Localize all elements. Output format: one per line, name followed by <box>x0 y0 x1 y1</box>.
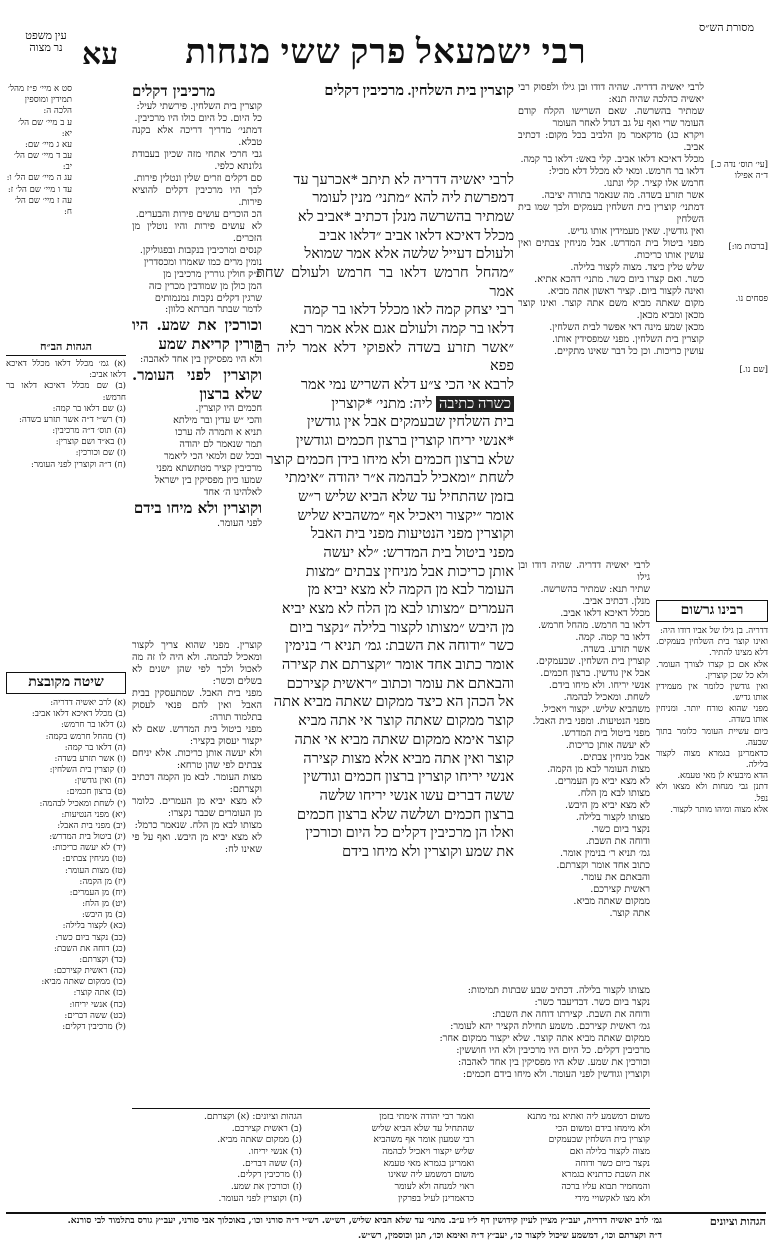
ein-mishpat-line: עא ג מיי׳ שם: <box>25 139 72 150</box>
rashi-line: שלש טלין כיצד. מצוה לקצור בלילה. <box>570 261 704 273</box>
rashi-line: אשר תזרע בשדה. מה שנאמר בתורה יציבה. <box>541 189 704 201</box>
tosafot-line: קנסים ומרכיבין בנקבות ובפגוליקן. <box>139 244 262 256</box>
gemara-line: ולעולם דעייל שלשה אלא אמר שמואל <box>304 246 514 263</box>
gemara-line: לשחת ״ומאכיל לבהמה א״ר יהודה ״אימתי <box>284 470 514 487</box>
footer-line-1: גמ׳ לרב יאשיה דדריה, יעב״ץ מציין לעיין קידושין דף ל״ו ע״ב. מתני׳ עד שלא הביא שליש, רש״ש. רש״י ד״ה סורני וכו׳, באוכלוך אבי סורני, יעב״ץ גורס בתלמוד לבי סורנא. <box>67 1216 662 1226</box>
ein-mishpat-line: עד ו מיי׳ שם הל׳ ז: <box>7 184 72 195</box>
rashi-line: ויקרא כג) מדקאמר מן הלביב בכל מקום: דכתיב אביב. <box>518 129 704 153</box>
inner-rashi-line: שתיר תנא: שמתיר בהשרשה. <box>540 583 650 595</box>
rashi-line: מקום שאתה מביא משם אתה קוצר. ואינו קוצר מכאן ומביא מכאן. <box>518 297 704 321</box>
shita-line: (ד) מהחל חרמש בקמה: <box>45 731 126 742</box>
bottom-line: שהתחיל עד שלא הביא שליש <box>371 1123 474 1134</box>
inner-rashi-column <box>518 560 650 980</box>
inner-rashi-line: לרבי יאשיה דדריה. שהיה דודו ובן גילו <box>518 560 650 583</box>
ein-mishpat-line: ע ב מיי׳ שם הל׳ יא: <box>18 117 72 139</box>
tosafot-line: לפני העומר. <box>216 518 262 530</box>
gemara-line: אומר כתוב אחד אומר ״וקצרתם את קצירה <box>281 657 514 674</box>
bottom-line: משום דמשמע ליה ואתיא נמי מתנא <box>527 1112 650 1122</box>
ein-mishpat-line: הלכה ה: <box>43 106 72 117</box>
rashi-line: שמתיר בהשרשה. שאם השרישו הקלח קודם העומר שרי ואף על גב דגדל לאחר העומר <box>518 105 704 129</box>
gershom-line: ואין גודשין כלומר אין מעמידין אותו גדיש. <box>656 681 768 704</box>
gemara-line-text: ליה: מתני׳ *קוצרין <box>331 395 433 412</box>
inner-rashi-line: אנשי יריחו. ולא מיחו בידם. <box>548 679 650 691</box>
inner-rashi-line: נקצר ביום כשר. <box>591 823 650 835</box>
shita-line: (ח) ואין גודשין: <box>74 776 126 787</box>
inner-rashi-line: והבאתם את עומר. <box>580 871 650 883</box>
gershom-line: מפני שהוא טורח יותר. ומניחין אותו בשדה. <box>656 704 768 726</box>
footer-line-2: ד״ה וקצרתם וכו׳, דמשמע שיכול לקצור כו׳, יעב״ץ ד״ה ואימא וכו׳, תנן וכוסמין, רש״ש. <box>358 1231 662 1241</box>
gemara-line: מפני ביטול בית המדרש: ״לא יעשה <box>323 545 514 562</box>
inner-rashi-line: אשר תזרע. בשדה. <box>580 643 650 655</box>
inner-rashi-line: לא מצא יביא מן העמרים. <box>554 775 650 787</box>
rashi-line: לרבי יאשיה דדריה. שהיה דודו ובן גילו ולפסוק רבי יאשיה כהלכה שהיה תנא: <box>518 82 704 105</box>
gershom-line: דדריה. בן גילו של אביו דודו היה: <box>659 626 768 636</box>
bottom-line: (ג) ממקום שאתה מביא. <box>217 1135 302 1146</box>
tosafot-commentary <box>132 82 262 632</box>
bottom-line: (ד) אנשי יריחו. <box>248 1147 302 1158</box>
gemara-line: העומר לבא מן הקמה לא מצא יביא מן <box>307 582 514 599</box>
shita-line: (יב) מפני בית האבל: <box>57 820 126 831</box>
hagahot-line: (ד) רש״י ד״ה אשר תזרע בשדה: <box>18 414 126 425</box>
rashi-line: ואין גודשין. שאין מעמידין אותו גדיש. <box>567 225 704 237</box>
lower-commentary-line: ממקום שאתה מביא אתה קוצר. שלא יקצור ממקום אחר: <box>439 1032 650 1044</box>
highlighted-phrase: כשרה כתיבה <box>436 396 514 412</box>
lower-commentary-line: מרכיבין דקלים. כל היום היו מרכיבין ולא היו חוששין: <box>456 1044 650 1056</box>
bottom-line: רבי שמעון אומר אף משהביא <box>373 1135 474 1146</box>
tosafot-line: סם דקלים וזרים שלין ונטלין פירות. <box>133 172 262 184</box>
gemara-line: ברצון חכמים ושלשה שלא ברצון חכמים <box>296 806 514 823</box>
gemara-line: דמפרשת ליה להא ״מתני׳ מנין לעומר <box>312 190 514 207</box>
gemara-line: העמרים ״מצותו לבא מן הלח לא מצא יביא <box>281 601 514 618</box>
shita-line: (כג) דוחה את השבת: <box>53 943 126 954</box>
ein-mishpat-line: תמידין ומוספין <box>24 95 72 106</box>
lower-commentary-line: מפני ביטול בית המדרש. שאם לא יקצור יעסוק בקציר: <box>132 723 262 747</box>
lower-commentary-line: וקוצרין וגודשין לפני העומר. ולא מיחו בידם חכמים: <box>462 1068 650 1080</box>
lower-commentary-line: מצות העומר. לבא מן הקמה דכתיב וקצרתם: <box>132 771 262 795</box>
tosafot-line: נומין מרים כמו שאמרו ומכסדרין <box>143 256 262 268</box>
tosafot-line: שרגין דקלים נקבות נמנמותים <box>154 292 262 304</box>
bottom-line: ולא מצו לאקשויי מידי <box>574 1193 650 1204</box>
bottom-line: (ב) ראשית קצירכם. <box>231 1123 302 1134</box>
inner-rashi-line: מכלל דאיכא דלאו אביב. <box>560 607 650 619</box>
gemara-line: קוצר ואין אתה מביא אלא מצות קצירה <box>303 750 514 767</box>
shita-line: (כ) מן היבש: <box>82 910 126 921</box>
bottom-line: שליש יקצור ויאכיל לבהמה <box>382 1147 474 1158</box>
shita-line: (כד) וקצרתם: <box>79 954 126 965</box>
shita-line: (טו) מניחין צבתים: <box>62 854 126 865</box>
ein-mishpat-line: עג ה מיי׳ שם הל׳ ו: <box>6 173 72 184</box>
inner-rashi-line: דלאו בר קמה. קמה. <box>575 631 650 643</box>
ein-mishpat-label-2: נר מצוה <box>29 42 63 54</box>
shita-line: (א) לרב יאשיה דדריה: <box>50 698 126 708</box>
bottom-column-left <box>132 1112 302 1212</box>
bottom-line: ולא מימחו בידם ומשום הכי <box>555 1123 650 1134</box>
hagahot-bach-heading: הגהות הב״ח <box>6 340 126 356</box>
gershom-line: הדא מיבעיא לן מאי טעמא. <box>677 771 768 782</box>
gershom-line: ביום עשיית העומר כלומר בתוך שבעה. <box>656 726 768 748</box>
hagahot-line: (ה) תוס׳ ד״ה מרכיבין: <box>52 426 126 437</box>
lower-commentary-line: לא מצא יביא מן היבש. ואף על פי שאינו לח: <box>132 831 262 855</box>
shita-mekubetzet-heading: שיטה מקובצת <box>6 672 126 694</box>
shita-line: (טז) מצות העומר: <box>64 865 126 876</box>
tosafot-line: המן כולן מן שמודבין מכרין כזה <box>148 280 262 292</box>
inner-rashi-line: ראשית קצירכם. <box>590 883 650 895</box>
lower-commentary-line: לא מצא יביא מן העמרים. כלומר מן העומרים שכבר נקצרו: <box>132 795 262 819</box>
gemara-line: מכלל דאיכא דלאו אביב ״דלאו אביב <box>319 227 514 244</box>
shita-line: (כב) נקצר ביום כשר: <box>55 932 126 943</box>
inner-rashi-line: לא יעשה אותן כריכות. <box>565 739 650 751</box>
inner-rashi-line: מפני ביטול בית המדרש. <box>561 727 650 739</box>
rashi-line: דמתני׳ קוצרין בית השלחין בעמקים ולכך שמו בית השלחין <box>518 201 704 225</box>
gemara-line: שלא ברצון חכמים ולא מיחו בידן חכמים קוצר <box>266 451 514 468</box>
rabbeinu-gershom-text <box>656 626 768 1016</box>
tosafot-line: ובכל שם ולמאי הכי ליאמר <box>163 451 262 463</box>
gemara-line: ואלו הן מרכיבין דקלים כל היום וכורכין <box>305 825 514 842</box>
shita-line: (ט) ברצון חכמים: <box>66 787 126 798</box>
bottom-line: ואמר רבי יהודה אימתי בזמן <box>379 1112 474 1122</box>
gemara-line: בזמן שהתחיל עד שלא הביא שליש ר״ש <box>298 489 514 506</box>
ein-mishpat-label-1: עין משפט <box>25 30 67 42</box>
tosafot-line: לא עושים פירות והיו נוטלין מן הזכרים. <box>132 220 262 244</box>
bottom-line: מצוה לקצור בלילה ואם <box>569 1147 650 1158</box>
rashi-line: דלאו בר חרמש. ומאי לא מכלל דלא מכיל: <box>548 165 704 177</box>
inner-rashi-line: מנלן. דכתיב אביב. <box>582 595 650 607</box>
tosafot-line: תמר שנאמר לם יהודה <box>179 439 262 451</box>
gemara-line: ״מהחל חרמש דלאו בר חרמש ולעולם שחת אמר <box>256 265 514 300</box>
tosafot-line: פ״ק חולין גוררין מרכיבין מן <box>163 268 262 280</box>
rashi-line: ואינה לקצור ביום. קציר ראשון אתה מביא. <box>547 285 704 297</box>
shita-line: (יח) מן העמרים: <box>69 887 126 898</box>
inner-rashi-line: גמ׳ תניא ר׳ בנימין אומר. <box>559 847 650 859</box>
inner-rashi-line: מצותו לבא מן הלח. <box>577 787 650 799</box>
inner-rashi-line: לא מצא יביא מן היבש. <box>565 799 650 811</box>
bottom-line: (ז) וכורכין את שמע. <box>230 1182 302 1193</box>
bottom-line: את השבת כדתניא בגמרא <box>561 1170 650 1181</box>
tosafot-line: וקוצרין לפני העומר. שלא ברצון <box>132 365 262 403</box>
gemara-line: אל הכהן הא כיצד ממקום שאתה מביא אתה <box>273 694 514 711</box>
lower-commentary-line: וכורכין את שמע. שלא היו מפסיקין בין אחד לאהבה: <box>457 1056 650 1068</box>
ein-mishpat-line: עב ד מיי׳ שם הל׳ יב: <box>13 151 72 173</box>
gershom-line: אלא אם כן קצרו לצורך העומר. ולא כל שכן קוצרין. <box>656 659 768 681</box>
rabbeinu-gershom-heading: רבינו גרשום <box>656 600 768 622</box>
lower-commentary-line: קוצרין. מפני שהוא צריך לקצור ומאכיל לבהמה. ולא היה לו זה מה לאכול ולכך לפי שהן ישנים לא בשלים וכשר: <box>132 640 262 687</box>
gershom-line: ואינו קוצר בית השלחין בעמקים. דלא מצינו להתיר. <box>656 637 768 659</box>
masoret-line: פסחים נו. <box>735 293 768 304</box>
footer-label: הגהות וציונים <box>709 1216 766 1228</box>
bottom-line: (ח) וקוצרין לפני העומר. <box>218 1193 302 1204</box>
footer-divider <box>6 1212 766 1214</box>
shita-line: (יט) מן הלח: <box>82 899 126 910</box>
lower-commentary-line: נקצר ביום כשר. דבדיעבד כשר: <box>534 996 650 1008</box>
tosafot-line: מרכיבין קציר מטתשתא מפני <box>156 463 262 475</box>
tosafot-line: חכמים היו קוצרין. <box>195 403 262 415</box>
gemara-line: קוצרין בית השלחין. מרכיבין דקלים <box>324 83 514 99</box>
ein-mishpat-header-label <box>16 30 76 54</box>
shita-line: (ב) מכלל דאיכא דלאו אביב: <box>31 709 126 720</box>
shita-line: (ו) אשר תזרע בשדה: <box>54 753 126 764</box>
gemara-line: לרבא אי הכי צ״ע דלא השריש נמי אמר <box>300 377 514 394</box>
gershom-line: אלא מצוה ומיהו מותר לקצור. <box>670 804 768 815</box>
shita-mekubetzet-text <box>6 698 126 1093</box>
gemara-line: וקוצרין מפני הנטיעות מפני בית האבל <box>310 526 514 543</box>
hagahot-line: (ח) ד״ה וקוצרין לפני העומר: <box>30 459 126 470</box>
shita-line: (כה) ראשית קצירכם: <box>53 966 126 977</box>
lower-commentary-line: ודוחה את השבת. קצירתו דוחה את השבת: <box>491 1008 650 1020</box>
inner-rashi-line: משהביא שליש. יקצור ויאכיל. <box>541 703 650 715</box>
shita-line: (כז) אתה קוצר: <box>73 988 126 999</box>
hagahot-bach-text <box>6 359 126 471</box>
shita-line: (ל) מרכיבין דקלים: <box>62 1021 126 1032</box>
shita-line: (כו) ממקום שאתה מביא: <box>41 977 126 988</box>
gemara-main-text <box>256 82 514 982</box>
bottom-line: נקצר ביום כשר ודוחה <box>575 1158 650 1169</box>
ein-mishpat-column <box>6 84 72 284</box>
tosafot-line: שמעו כיון מפסיקין בין ישראל <box>154 475 262 487</box>
rashi-line: מפני ביטול בית המדרש. אבל מניחין צבתים ואין עושין אותו כריכות. <box>518 237 704 261</box>
shita-line: (יג) ביטול בית המדרש: <box>49 832 126 843</box>
shita-line: (יד) לא יעשה כריכות: <box>52 843 126 854</box>
bottom-line: ואמרינן בגמרא מאי טעמא <box>383 1158 474 1169</box>
gemara-line: כשר ״ודוחה את השבת: גמ׳ תניא ר׳ בנימין <box>284 638 514 655</box>
shita-line: (ה) דלאו בר קמה: <box>64 742 126 753</box>
bottom-line: ראוי למנחה ולא לעומר <box>394 1182 474 1193</box>
lower-center-commentary <box>256 985 650 1105</box>
inner-rashi-line: אבל מניחין צבתים. <box>580 751 650 763</box>
gemara-line: לרבי יאשיה דדריה לא תיתב *אכרעך עד <box>293 171 514 188</box>
tosafot-line: לאלהינו ה׳ אחד <box>203 487 262 499</box>
rashi-line: חרמש אלו קציר. קלי ונתנו. <box>603 177 704 189</box>
lower-commentary-line: גמ׳ ראשית קצירכם. משמע תחילת הקציר יהא לעומר: <box>450 1020 650 1032</box>
inner-rashi-line: מפני הנטיעות. ומפני בית האבל. <box>532 715 650 727</box>
masoret-line: [ברכות מו:] <box>728 242 768 253</box>
inner-rashi-line: אבל אין גודשין. ברצון חכמים. <box>540 667 650 679</box>
rabbeinu-gershom-section <box>656 600 768 1020</box>
gemara-line: אותן כריכות אבל מניחין צבתים ״מצות <box>305 563 514 580</box>
inner-rashi-line: ממקום שאתה מביא. <box>573 895 650 907</box>
rashi-line: קוצרין בית השלחין. מפני שמפסידין אותו. <box>552 333 704 345</box>
tosafot-line: הכ הוכרים עושים פירות והבערים. <box>135 208 262 220</box>
bottom-line: (ה) ששה דברים. <box>242 1158 302 1169</box>
gershom-line: כדאמרינן בגמרא מצוה לקצור בלילה. <box>656 748 768 771</box>
bottom-divider <box>132 1108 650 1109</box>
bottom-line: קוצרין בית השלחין שבעמקים <box>548 1135 650 1146</box>
tosafot-dibbur: מרכיבין דקלים <box>132 82 216 100</box>
shita-line: (כט) ששה דברים: <box>64 1010 126 1021</box>
gemara-line: קוצר אימא ממקום שאתה מביא אי אתה <box>294 731 514 748</box>
tosafot-line: תניא א ותמרה לה ערכו <box>175 427 262 439</box>
masoret-header-label: מסורת הש״ס <box>698 22 754 34</box>
inner-rashi-line: קוצרין בית השלחין. שבעמקים. <box>535 655 650 667</box>
tosafot-line: לכך היו מרכיבין דקלים להוציא פירות. <box>132 184 262 208</box>
tosafot-line: וכורכין את שמע. היו קורין קריאת שמע <box>132 316 262 354</box>
tosafot-line: וקוצרין ולא מיחו בידם <box>133 499 262 518</box>
gemara-line: את שמע וקוצרין ולא מיחו בידם <box>342 843 514 860</box>
inner-rashi-line: כתוב אחד אומר וקצרתם. <box>556 859 650 871</box>
page-title: רבי ישמעאל פרק ששי מנחות <box>185 34 587 71</box>
hagahot-bach-section <box>6 340 126 590</box>
inner-rashi-line: דלאו בר חרמש. מהחל חרמש. <box>537 619 650 631</box>
rashi-line: כשר. ואם קצרו ביום כשר. מתני׳ דהכא אתיא. <box>534 273 704 285</box>
shita-line: (כח) אנשי יריחו: <box>69 999 126 1010</box>
lower-commentary-line: מצותו לקצור בלילה. דכתיב שבע שבתות תמימות: <box>467 985 650 996</box>
hagahot-line: (א) גמ׳ מכלל דלאו מכלל דאיכא דלאו אביב: <box>6 359 126 381</box>
rashi-commentary <box>518 82 704 552</box>
gemara-line <box>256 395 514 414</box>
masoret-column <box>708 160 768 460</box>
gemara-line: *אנשי יריחו קוצרין ברצון חכמים וגודשין <box>295 433 514 450</box>
masoret-line: [עי׳ תוס׳ נדה כ.] <box>710 160 768 170</box>
lower-left-commentary <box>132 640 262 990</box>
gemara-line: בית השלחין שבעמקים אבל אין גודשין <box>306 414 514 431</box>
masoret-line: [שם נו.] <box>739 364 768 375</box>
tosafot-line: והכי ״ש עדין ובר מילתא <box>173 415 262 427</box>
rashi-line: מכלל דאיכא דלאו אביב. קלי באש: דלאו בר קמה. <box>520 153 704 165</box>
bottom-line: הגהות וציונים: (א) וקצרתם. <box>204 1112 302 1122</box>
shita-line: (כא) לקצור בלילה: <box>62 921 126 932</box>
ein-mishpat-line: סט א מיי׳ פ״ז מהל׳ <box>8 84 72 94</box>
lower-commentary-line: מפני בית האבל. שמתעסקין בבית האבל ואין להם פנאי לעסוק בתלמוד תורה: <box>132 687 262 723</box>
shita-line: (י) לשחת ומאכיל לבהמה: <box>39 798 126 809</box>
inner-rashi-line: אתה קוצר. <box>609 907 650 919</box>
gemara-line: דלאו בר קמה ולעולם אגם אלא אמר רבא <box>290 321 514 338</box>
shita-line: (ג) דלאו בר חרמש: <box>61 720 126 731</box>
lower-commentary-line: ולא יעשה אותן כריכות. אלא יניחם צבתים לפי שהן טרחא: <box>132 747 262 771</box>
gemara-line: שמתיר בהשרשה מנלן דכתיב *אביב לא <box>297 209 514 226</box>
bottom-line: משום דמשמע ליה שאינו <box>388 1170 474 1181</box>
tosafot-line: כל היום. כל היום כולו היו מרכיבין. <box>134 112 262 124</box>
bottom-line: והמחמיר תבוא עליו ברכה <box>561 1182 650 1193</box>
page-number: עא <box>82 38 119 71</box>
masoret-line: ד״ה אפילו <box>734 171 768 182</box>
tosafot-line: ולא היו מפסיקין בין אחד לאהבה: <box>140 353 262 365</box>
bottom-line: כדאמרינן לעיל בפרקין <box>397 1193 474 1204</box>
hagahot-line: (ב) שם מכלל דאיכא דלאו בר חרמש: <box>6 381 126 403</box>
bottom-column-right <box>480 1112 650 1212</box>
shita-line: (יז) מן הקמה: <box>79 876 126 887</box>
ein-mishpat-line: עה ז מיי׳ שם הל׳ ח: <box>14 195 72 217</box>
inner-rashi-line: מצותו לקצור בלילה. <box>575 811 650 823</box>
rashi-line: עושין כריכות. וכן כל דבר שאינו מתקיים. <box>554 345 704 357</box>
shita-line: (ז) קוצרין בית השלחין: <box>49 765 126 776</box>
gershom-line: דתנן גבי מנחות ולא מצאו ולא נפל. <box>656 782 768 804</box>
gemara-line: מן היבש ״מצותו לקצור בלילה ״נקצר ביום <box>289 619 514 636</box>
hagahot-line: (ז) שם וכורכין: <box>75 448 126 459</box>
inner-rashi-line: לשחת. ומאכיל לבהמה. <box>563 691 650 703</box>
gemara-line: רבי יצחק קמה לאו מכלל דלאו בר קמה <box>303 302 514 319</box>
bottom-line: (ו) מרכיבין דקלים. <box>237 1170 302 1181</box>
tosafot-line: גבי חרכי אתחי מזה שכיון בעבודת גלונתא כלפי. <box>132 148 262 172</box>
gemara-line: ששה דברים עשו אנשי יריחו שלשה <box>319 787 514 804</box>
inner-rashi-line: ודוחה את השבת. <box>585 835 650 847</box>
tosafot-line: לדמר שבתר חברתא כלוון: <box>164 304 262 316</box>
rashi-line: מכאן שמע מינה דאי אפשר לבית השלחין. <box>549 321 704 333</box>
inner-rashi-line: מצות העומר לבא מן הקמה. <box>547 763 650 775</box>
bottom-column-middle <box>304 1112 474 1212</box>
lower-commentary-line: מצותו לבא מן הלח. שנאמר כרמל: <box>134 819 262 831</box>
gemara-line: אומר ״יקצור ויאכיל אף ״משהביא שליש <box>297 507 514 524</box>
gemara-line: ״אשר תזרע בשדה לאפוקי דלא אמר ליה רב פפא <box>256 339 514 375</box>
tosafot-line: דמתני׳ מדריך דריכה אלא בקנה טבלא. <box>132 124 262 148</box>
shita-line: (יא) מפני הנטיעות: <box>61 809 126 820</box>
gemara-line: והבאתם את עומר וכתוב ״ראשית קצירכם <box>286 675 514 692</box>
shita-mekubetzet-section <box>6 672 126 1092</box>
tosafot-line: קוצרין בית השלחין. פירשתי לעיל: <box>136 100 262 112</box>
hagahot-line: (ג) שם דלאו בר קמה: <box>52 403 126 414</box>
gemara-line: אנשי יריחו קוצרין ברצון חכמים וגודשין <box>303 769 514 786</box>
hagahot-line: (ו) בא״ד ושם קוצרין: <box>55 437 126 448</box>
gemara-line: קוצר ממקום שאתה קוצר אי אתה מביא <box>298 713 514 730</box>
